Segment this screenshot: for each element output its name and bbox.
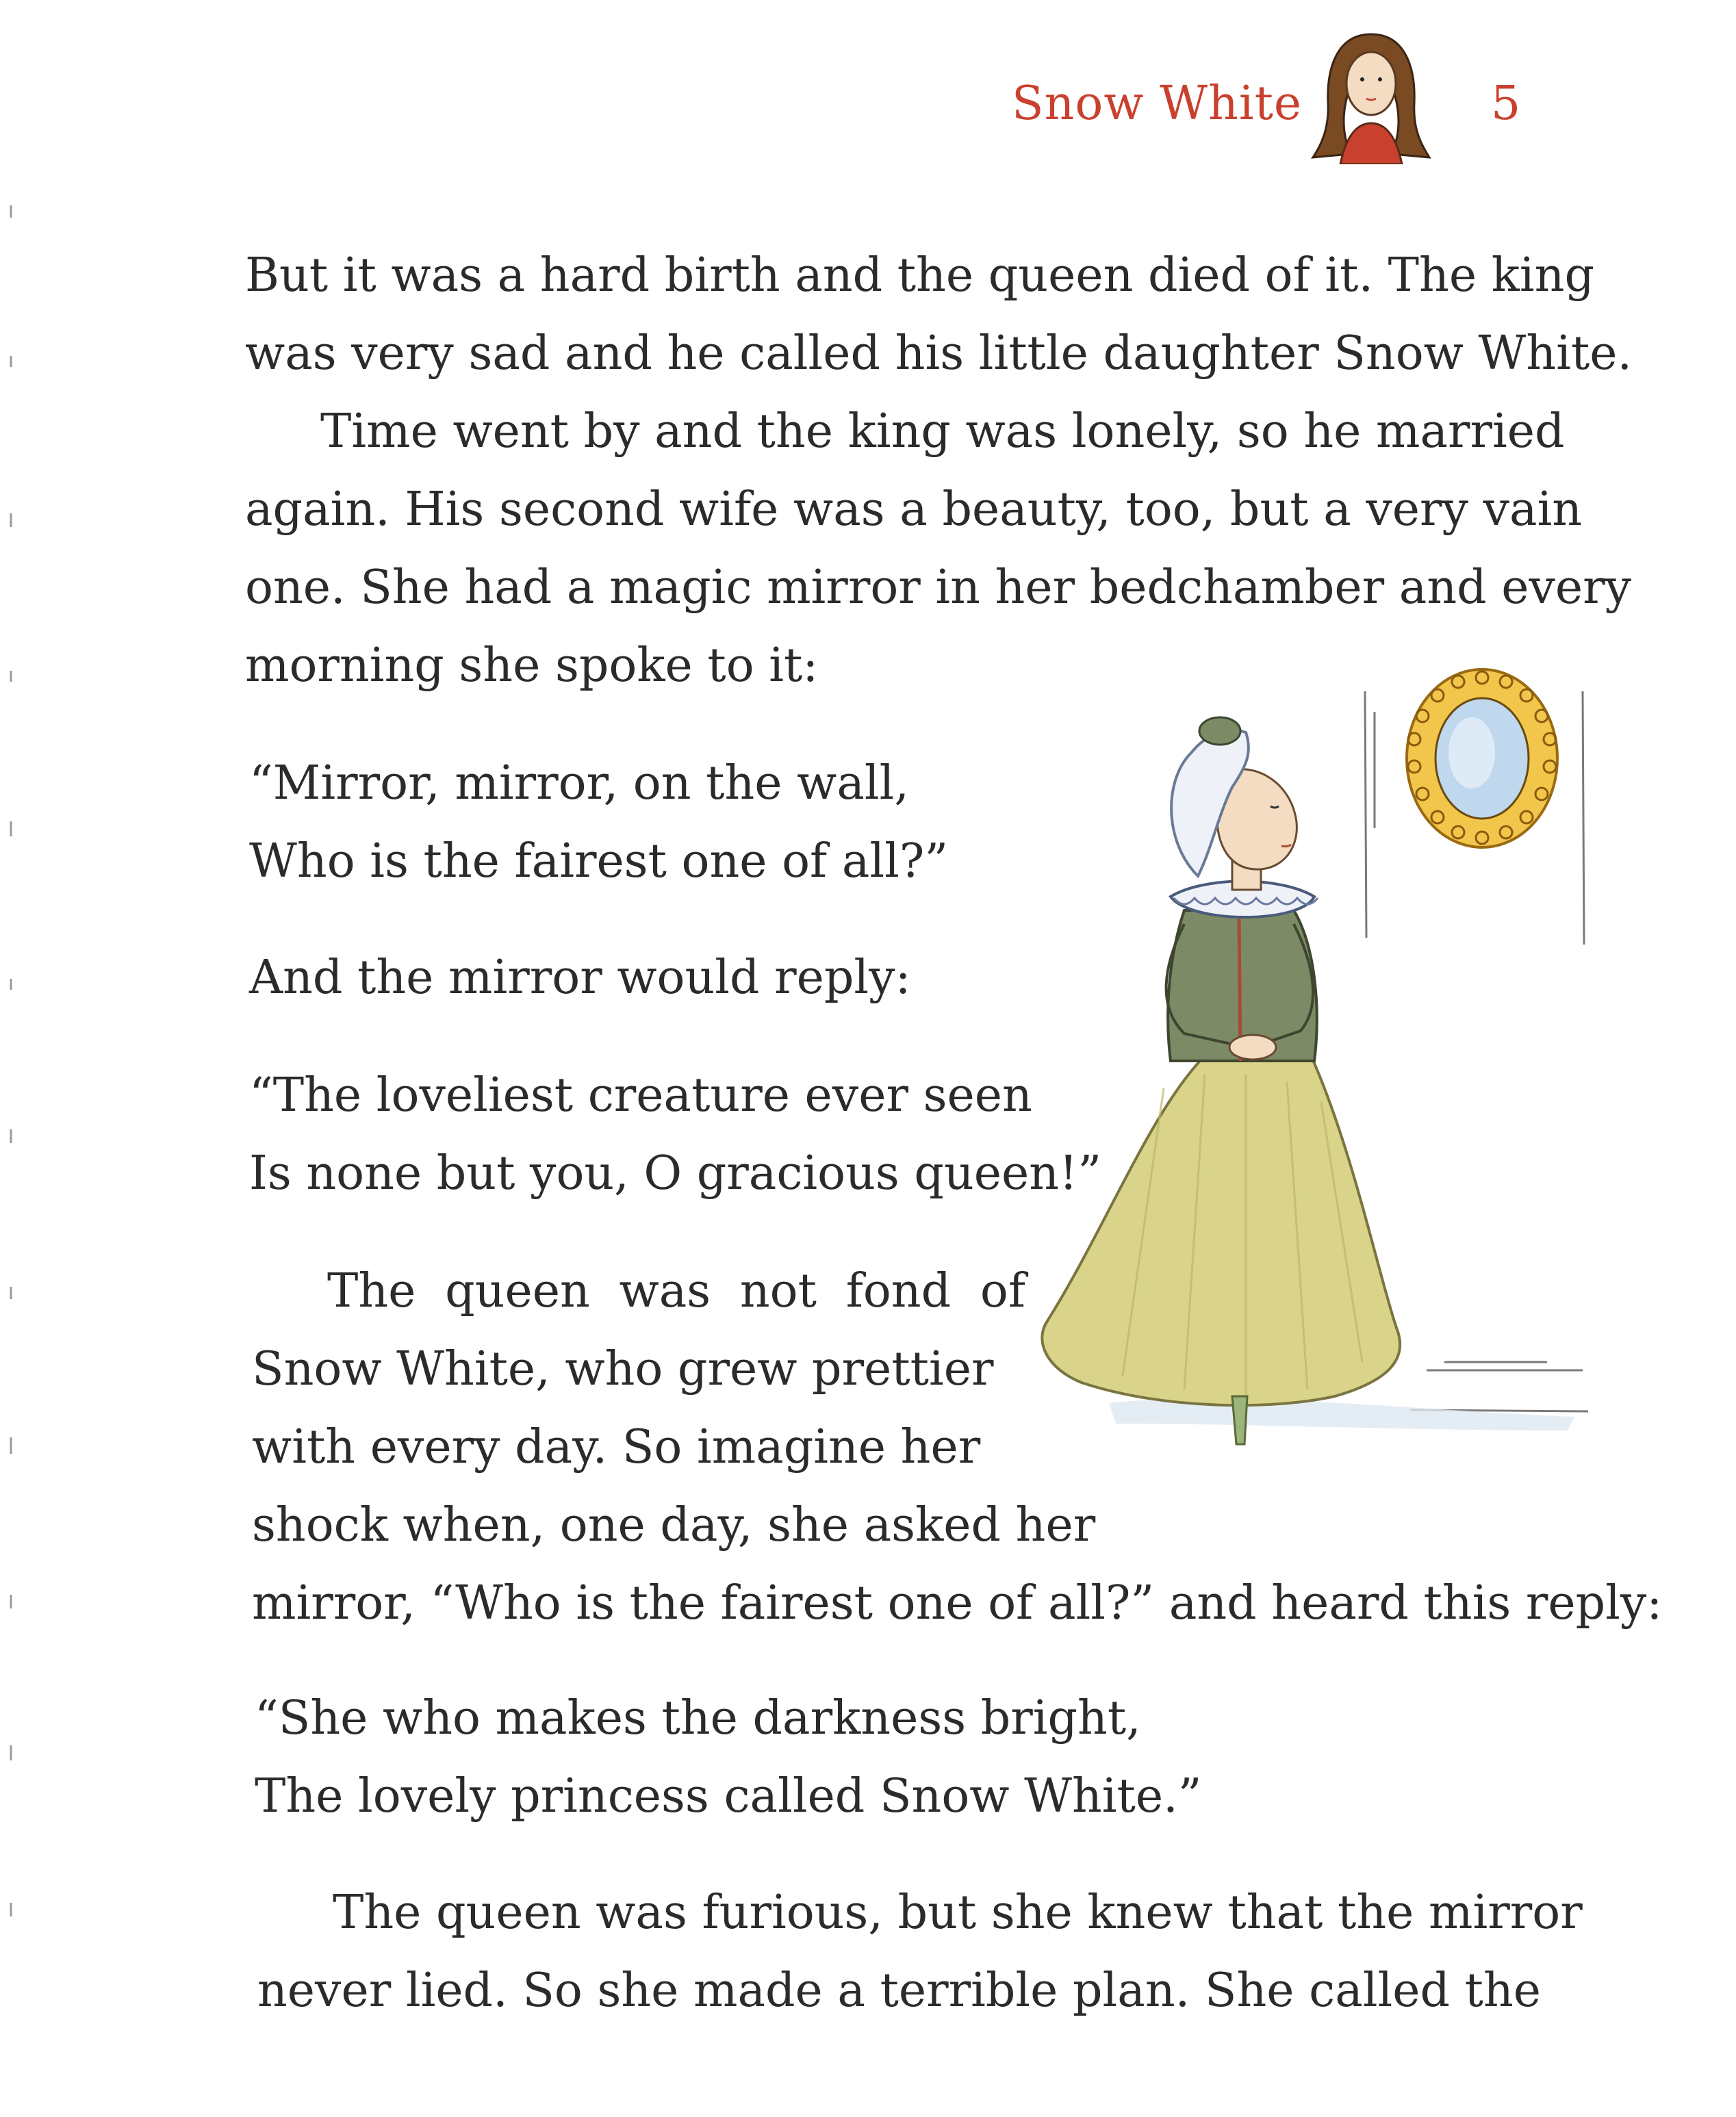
text-line: Time went by and the king was lonely, so he married <box>320 405 1565 459</box>
verse-line: The lovely princess called Snow White.” <box>255 1769 1202 1823</box>
text-line: The queen was furious, but she knew that the mirror <box>333 1886 1583 1940</box>
running-title: Snow White <box>1012 77 1303 131</box>
text-line: mirror, “Who is the fairest one of all?” and heard this reply: <box>252 1576 1663 1630</box>
text-line: morning she spoke to it: <box>245 639 819 693</box>
verse-line: “The loveliest creature ever seen <box>249 1068 1032 1122</box>
text-line: was very sad and he called his little daughter Snow White. <box>245 326 1633 381</box>
margin-scan-marks <box>0 0 27 2117</box>
verse-line: Is none but you, O gracious queen!” <box>249 1146 1102 1201</box>
snow-white-portrait-icon <box>1299 27 1443 164</box>
verse-line: “Mirror, mirror, on the wall, <box>249 756 909 810</box>
queen-mirror-illustration <box>1027 650 1616 1533</box>
text-line: again. His second wife was a beauty, too, but a very vain <box>245 483 1583 537</box>
text-line: But it was a hard birth and the queen died of it. The king <box>245 248 1594 303</box>
magic-mirror-icon <box>1407 669 1557 847</box>
page-number: 5 <box>1491 77 1521 131</box>
text-line: never lied. So she made a terrible plan. She called the <box>257 1964 1541 2018</box>
paragraph-5 <box>257 1874 1583 2030</box>
page-header <box>0 0 1736 178</box>
verse-line: “She who makes the darkness bright, <box>255 1691 1141 1745</box>
verse-line: Who is the fairest one of all?” <box>249 834 949 888</box>
verse-3 <box>255 1680 1514 1836</box>
text-line: Snow White, who grew prettier <box>252 1342 994 1396</box>
queen-figure <box>1042 717 1400 1444</box>
paragraph-1 <box>245 237 1633 393</box>
text-line: The queen was not fond of <box>327 1264 1025 1318</box>
text-line: And the mirror would reply: <box>249 951 911 1005</box>
text-line: shock when, one day, she asked her <box>252 1498 1096 1552</box>
text-line: with every day. So imagine her <box>252 1420 981 1474</box>
text-line: one. She had a magic mirror in her bedchamber and every <box>245 561 1632 615</box>
